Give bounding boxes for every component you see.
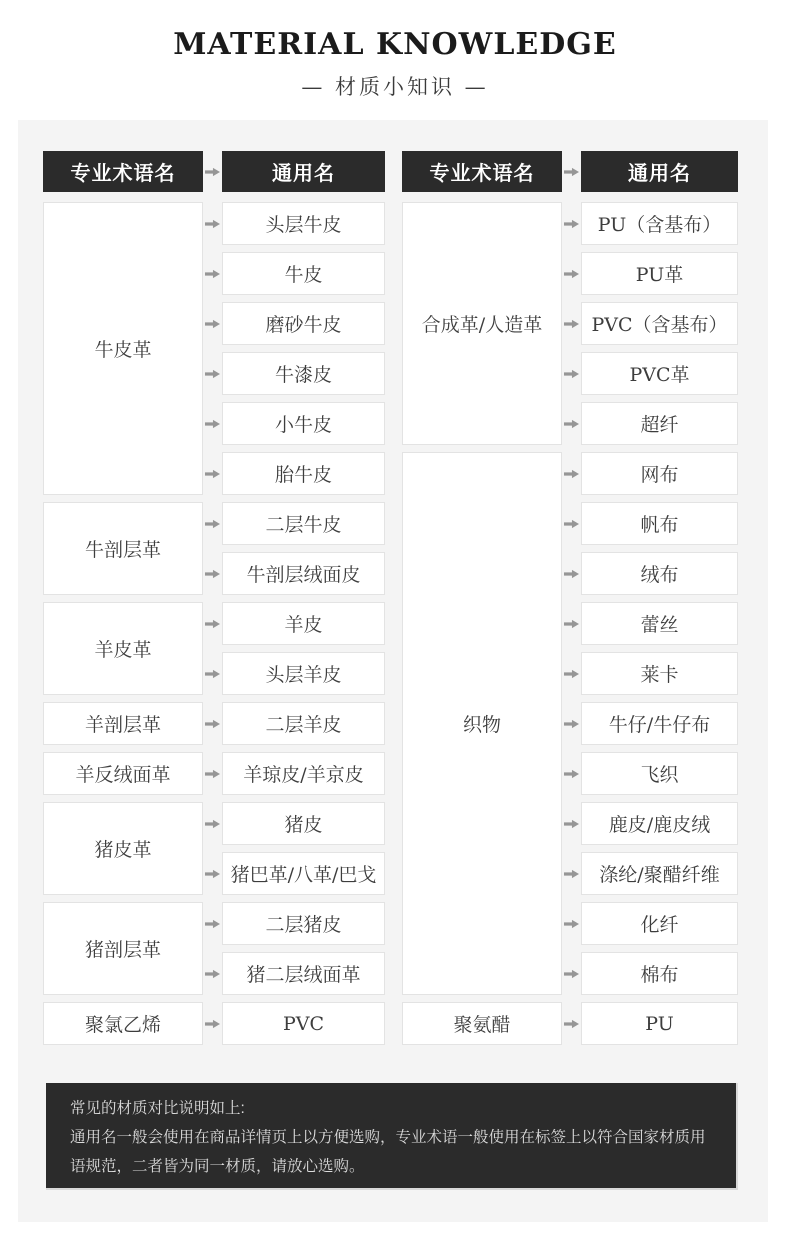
common-rows bbox=[203, 1002, 385, 1045]
mapping-row bbox=[562, 452, 738, 495]
term-group bbox=[43, 902, 385, 995]
terminology-table-right bbox=[402, 151, 738, 1052]
mapping-row bbox=[203, 602, 385, 645]
arrow-right-icon bbox=[203, 252, 222, 295]
common-cell: PU bbox=[581, 1002, 738, 1045]
arrow-right-icon bbox=[562, 852, 581, 895]
term-column-header: 专业术语名 bbox=[43, 151, 203, 192]
arrow-right-icon bbox=[203, 1002, 222, 1045]
arrow-right-icon bbox=[203, 652, 222, 695]
page-title: MATERIAL KNOWLEDGE bbox=[173, 27, 617, 62]
term-cell: 羊剖层革 bbox=[43, 702, 203, 745]
common-cell: 胎牛皮 bbox=[222, 452, 385, 495]
arrow-right-icon bbox=[203, 552, 222, 595]
mapping-row bbox=[203, 702, 385, 745]
arrow-right-icon bbox=[562, 352, 581, 395]
term-cell: 聚氯乙烯 bbox=[43, 1002, 203, 1045]
term-cell: 织物 bbox=[402, 452, 562, 995]
mapping-row bbox=[203, 952, 385, 995]
mapping-row bbox=[562, 952, 738, 995]
arrow-right-icon bbox=[562, 602, 581, 645]
common-cell: 超纤 bbox=[581, 402, 738, 445]
arrow-right-icon bbox=[562, 302, 581, 345]
common-cell: PU革 bbox=[581, 252, 738, 295]
terminology-table-left bbox=[43, 151, 385, 1052]
note-line: 通用名一般会使用在商品详情页上以方便选购，专业术语一般使用在标签上以符合国家材质用语规范，二者皆为同一材质，请放心选购。 bbox=[70, 1129, 706, 1175]
common-cell: PVC bbox=[222, 1002, 385, 1045]
term-group bbox=[402, 202, 738, 445]
arrow-right-icon bbox=[203, 352, 222, 395]
mapping-row bbox=[562, 302, 738, 345]
mapping-row bbox=[562, 202, 738, 245]
arrow-right-icon bbox=[203, 702, 222, 745]
mapping-row bbox=[203, 902, 385, 945]
common-rows bbox=[562, 1002, 738, 1045]
term-groups bbox=[43, 202, 385, 1045]
mapping-row bbox=[562, 802, 738, 845]
common-cell: 猪二层绒面革 bbox=[222, 952, 385, 995]
arrow-right-icon bbox=[562, 452, 581, 495]
arrow-right-icon bbox=[203, 602, 222, 645]
common-cell: 牛漆皮 bbox=[222, 352, 385, 395]
term-group bbox=[43, 1002, 385, 1045]
note-box bbox=[46, 1083, 738, 1190]
note-line: 常见的材质对比说明如上: bbox=[70, 1100, 245, 1117]
mapping-row bbox=[562, 402, 738, 445]
common-cell: PU（含基布） bbox=[581, 202, 738, 245]
arrow-right-icon bbox=[562, 151, 581, 192]
common-rows bbox=[203, 202, 385, 495]
arrow-right-icon bbox=[203, 302, 222, 345]
arrow-right-icon bbox=[203, 802, 222, 845]
arrow-right-icon bbox=[562, 202, 581, 245]
common-rows bbox=[203, 902, 385, 995]
common-cell: 头层羊皮 bbox=[222, 652, 385, 695]
mapping-row bbox=[203, 502, 385, 545]
arrow-right-icon bbox=[203, 452, 222, 495]
arrow-right-icon bbox=[203, 502, 222, 545]
term-cell: 羊皮革 bbox=[43, 602, 203, 695]
term-group bbox=[402, 452, 738, 995]
common-cell: 猪巴革/八革/巴戈 bbox=[222, 852, 385, 895]
term-group bbox=[402, 1002, 738, 1045]
common-rows bbox=[203, 752, 385, 795]
common-cell: 化纤 bbox=[581, 902, 738, 945]
common-cell: 棉布 bbox=[581, 952, 738, 995]
term-cell: 猪剖层革 bbox=[43, 902, 203, 995]
term-group bbox=[43, 602, 385, 695]
mapping-row bbox=[203, 652, 385, 695]
hero-header bbox=[0, 0, 790, 101]
term-cell: 牛剖层革 bbox=[43, 502, 203, 595]
common-cell: 飞织 bbox=[581, 752, 738, 795]
term-group bbox=[43, 752, 385, 795]
mapping-row bbox=[203, 302, 385, 345]
common-rows bbox=[203, 702, 385, 745]
mapping-row bbox=[562, 602, 738, 645]
common-rows bbox=[203, 602, 385, 695]
arrow-right-icon bbox=[562, 402, 581, 445]
common-cell: 帆布 bbox=[581, 502, 738, 545]
common-rows bbox=[203, 802, 385, 895]
mapping-row bbox=[203, 452, 385, 495]
common-cell: 涤纶/聚醋纤维 bbox=[581, 852, 738, 895]
term-column-header: 专业术语名 bbox=[402, 151, 562, 192]
arrow-right-icon bbox=[562, 902, 581, 945]
content-panel bbox=[18, 120, 768, 1222]
common-cell: 小牛皮 bbox=[222, 402, 385, 445]
common-cell: 绒布 bbox=[581, 552, 738, 595]
common-cell: 磨砂牛皮 bbox=[222, 302, 385, 345]
table-header-row bbox=[402, 151, 738, 192]
mapping-row bbox=[562, 852, 738, 895]
arrow-right-icon bbox=[203, 752, 222, 795]
mapping-row bbox=[203, 1002, 385, 1045]
common-cell: PVC革 bbox=[581, 352, 738, 395]
arrow-right-icon bbox=[562, 652, 581, 695]
common-cell: 羊皮 bbox=[222, 602, 385, 645]
common-column-header: 通用名 bbox=[581, 151, 738, 192]
arrow-right-icon bbox=[562, 552, 581, 595]
common-rows bbox=[562, 202, 738, 445]
arrow-right-icon bbox=[562, 502, 581, 545]
mapping-row bbox=[562, 902, 738, 945]
term-cell: 猪皮革 bbox=[43, 802, 203, 895]
common-cell: 二层羊皮 bbox=[222, 702, 385, 745]
mapping-row bbox=[562, 552, 738, 595]
arrow-right-icon bbox=[562, 802, 581, 845]
term-cell: 聚氨醋 bbox=[402, 1002, 562, 1045]
term-cell: 合成革/人造革 bbox=[402, 202, 562, 445]
common-cell: 头层牛皮 bbox=[222, 202, 385, 245]
common-cell: 鹿皮/鹿皮绒 bbox=[581, 802, 738, 845]
mapping-row bbox=[562, 652, 738, 695]
arrow-right-icon bbox=[203, 852, 222, 895]
mapping-row bbox=[562, 702, 738, 745]
arrow-right-icon bbox=[203, 151, 222, 192]
mapping-row bbox=[203, 202, 385, 245]
mapping-row bbox=[562, 352, 738, 395]
common-cell: 二层牛皮 bbox=[222, 502, 385, 545]
mapping-row bbox=[203, 252, 385, 295]
common-rows bbox=[562, 452, 738, 995]
arrow-right-icon bbox=[562, 252, 581, 295]
term-cell: 羊反绒面革 bbox=[43, 752, 203, 795]
term-group bbox=[43, 702, 385, 745]
arrow-right-icon bbox=[203, 952, 222, 995]
mapping-row bbox=[562, 752, 738, 795]
common-cell: 羊琼皮/羊京皮 bbox=[222, 752, 385, 795]
arrow-right-icon bbox=[562, 952, 581, 995]
mapping-row bbox=[562, 502, 738, 545]
arrow-right-icon bbox=[562, 1002, 581, 1045]
mapping-row bbox=[203, 352, 385, 395]
common-cell: 二层猪皮 bbox=[222, 902, 385, 945]
common-cell: 蕾丝 bbox=[581, 602, 738, 645]
mapping-row bbox=[203, 402, 385, 445]
term-cell: 牛皮革 bbox=[43, 202, 203, 495]
common-column-header: 通用名 bbox=[222, 151, 385, 192]
mapping-row bbox=[203, 852, 385, 895]
arrow-right-icon bbox=[203, 902, 222, 945]
table-header-row bbox=[43, 151, 385, 192]
common-cell: PVC（含基布） bbox=[581, 302, 738, 345]
common-cell: 莱卡 bbox=[581, 652, 738, 695]
term-group bbox=[43, 202, 385, 495]
mapping-row bbox=[203, 552, 385, 595]
mapping-row bbox=[203, 752, 385, 795]
mapping-row bbox=[562, 1002, 738, 1045]
common-cell: 牛剖层绒面皮 bbox=[222, 552, 385, 595]
common-cell: 猪皮 bbox=[222, 802, 385, 845]
term-group bbox=[43, 802, 385, 895]
common-rows bbox=[203, 502, 385, 595]
page-subtitle: — 材质小知识 — bbox=[301, 75, 489, 99]
common-cell: 牛仔/牛仔布 bbox=[581, 702, 738, 745]
term-group bbox=[43, 502, 385, 595]
term-groups bbox=[402, 202, 738, 1045]
arrow-right-icon bbox=[562, 702, 581, 745]
arrow-right-icon bbox=[203, 402, 222, 445]
mapping-row bbox=[203, 802, 385, 845]
mapping-row bbox=[562, 252, 738, 295]
common-cell: 网布 bbox=[581, 452, 738, 495]
arrow-right-icon bbox=[562, 752, 581, 795]
mapping-tables bbox=[18, 120, 768, 1052]
common-cell: 牛皮 bbox=[222, 252, 385, 295]
arrow-right-icon bbox=[203, 202, 222, 245]
